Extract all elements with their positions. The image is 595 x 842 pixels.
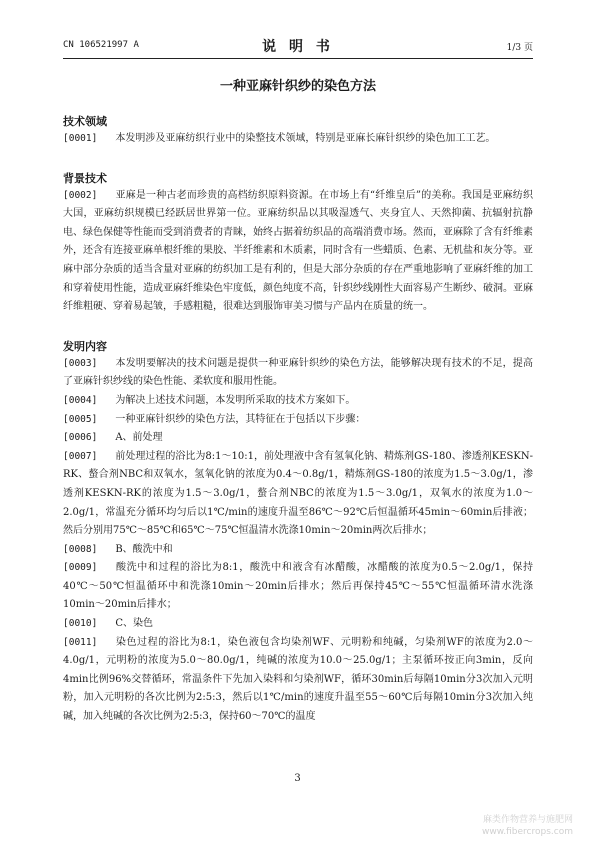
paragraph-number: [0005] [63,413,98,425]
paragraph-number: [0002] [63,189,98,201]
paragraph-0009 [63,559,533,615]
paragraph-number: [0009] [63,562,98,574]
document-body [63,75,533,727]
page-header [63,36,533,56]
paragraph-number: [0001] [63,133,98,144]
watermark [482,814,573,838]
paragraph-number: [0007] [63,450,98,462]
paragraph-text: 酸洗中和过程的浴比为8:1，酸洗中和液含有冰醋酸，冰醋酸的浓度为0.5～2.0g/1，保持40℃～50℃恒温循环中和洗涤10min～20min后排水；然后再保持45℃～55℃恒温循环清水洗涤10min～20min后排水； [63,562,533,611]
paragraph-number: [0003] [63,357,98,369]
section-heading-tech-field: 技术领域 [63,115,107,128]
paragraph-text: 亚麻是一种古老而珍贵的高档纺织原料资源。在市场上有“纤维皇后”的美称。我国是亚麻纺织大国，亚麻纺织规模已经跃居世界第一位。亚麻纺织品以其吸湿透气、夹身宜人、天然抑菌、抗辐射抗静电、绿色保健等性能而受到消费者的青睐，始终占据着纺织品的高端消费市场。然而，亚麻除了含有纤维素外，还含有连接亚麻单根纤维的果胶、半纤维素和木质素，同时含有一些蜡质、色素、无机盐和灰分等。亚麻中部分杂质的适当含量对亚麻的纺织加工是有利的，但是大部分杂质的存在严重地影响了亚麻纤维的加工和穿着使用性能，造成亚麻纤维染色牢度低，颜色纯度不高，针织纱线刚性大面容易产生断纱、破洞。亚麻纤维粗硬、穿着易起皱，手感粗糙，很难达到服饰审美习惯与产品内在质量的统一。 [63,189,533,313]
section-heading-content: 发明内容 [63,339,107,353]
paragraph-0002 [63,187,533,317]
paragraph-text: 本发明涉及亚麻纺织行业中的染整技术领域，特别是亚麻长麻针织纱的染色加工工艺。 [115,133,496,144]
paragraph-text: A、前处理 [115,432,163,444]
paragraph-text: B、酸洗中和 [115,543,173,555]
paragraph-0004 [63,392,533,411]
document-title: 一种亚麻针织纱的染色方法 [219,79,376,94]
paragraph-text: C、染色 [115,618,153,630]
paragraph-number: [0006] [63,432,98,444]
patent-number: CN 106521997 A [63,40,139,50]
paragraph-text: 前处理过程的浴比为8:1～10:1，前处理液中含有氢氧化钠、精炼剂GS-180、渗透剂KESKN-RK、螯合剂NBC和双氧水，氢氧化钠的浓度为0.4～0.8g/1，精炼剂GS-180的浓度为1.5～3.0g/1，渗透剂KESKN-RK的浓度为1.5～3.0g/1，螯合剂NBC的浓度为1.5～3.0g/1，双氧水的浓度为1.0～2.0g/1，常温充分循环均匀后以1℃/min的速度升温至86℃～92℃后恒温循环45min～60min后排液；然后分别用75℃～85℃和65℃～75℃恒温清水洗涤10min～20min两次后排水； [63,450,533,537]
header-rule [63,58,533,59]
paragraph-0001 [63,130,533,149]
paragraph-number: [0010] [63,618,98,630]
watermark-url: www.fibercrops.com [482,827,573,837]
section-heading-background: 背景技术 [63,171,107,185]
paragraph-text: 一种亚麻针织纱的染色方法，其特征在于包括以下步骤： [115,413,366,425]
paragraph-0011 [63,634,533,727]
paragraph-0007 [63,448,533,541]
paragraph-text: 本发明要解决的技术问题是提供一种亚麻针织纱的染色方法，能够解决现有技术的不足，提高了亚麻针织纱线的染色性能、柔软度和服用性能。 [63,357,533,388]
paragraph-0003 [63,355,533,392]
paragraph-number: [0011] [63,636,98,648]
watermark-site-name: 麻类作物营养与施肥网 [482,815,573,825]
page-number: 3 [294,773,301,784]
paragraph-number: [0004] [63,394,98,406]
paragraph-0008 [63,541,533,560]
paragraph-0005 [63,411,533,430]
paragraph-0010 [63,615,533,634]
document-type: 说 明 书 [262,39,334,55]
paragraph-number: [0008] [63,543,98,555]
paragraph-0006 [63,429,533,448]
paragraph-text: 染色过程的浴比为8:1，染色液包含均染剂WF、元明粉和纯碱，匀染剂WF的浓度为2.0～4.0g/1，元明粉的浓度为5.0～80.0g/1，纯碱的浓度为10.0～25.0g/1；主泵循环按正向3min，反向4min比例96%交替循环，常温条件下先加入染料和匀染剂WF，循环30min后每隔10min分3次加入元明粉，加入元明粉的各次比例为2:5:3，然后以1℃/min的速度升温至55～60℃后每隔10min分3次加入纯碱，加入纯碱的各次比例为2:5:3，保持60～70℃的温度 [63,636,533,723]
page-indicator: 1/3 页 [506,43,533,53]
paragraph-text: 为解决上述技术问题，本发明所采取的技术方案如下。 [115,394,356,406]
